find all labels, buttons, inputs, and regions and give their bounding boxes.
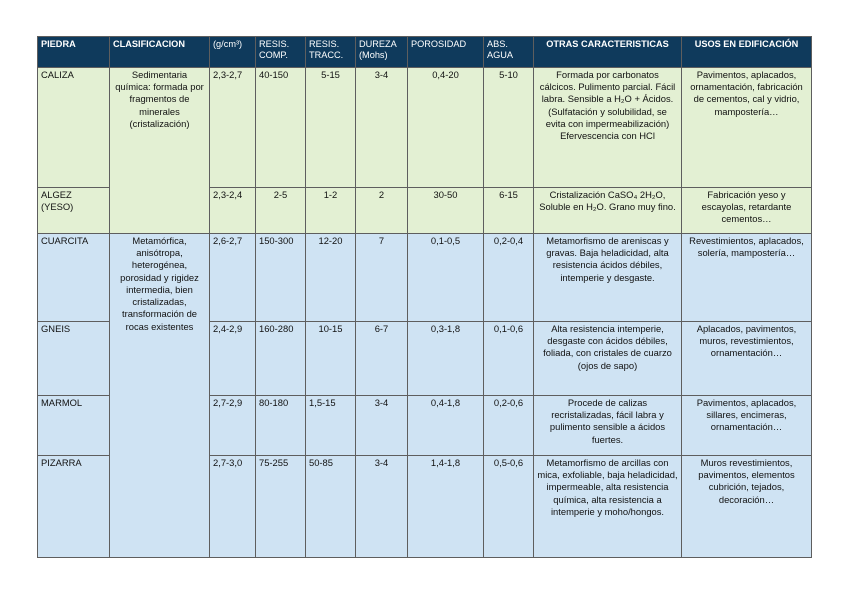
table-row-caliza [38, 68, 812, 188]
cell-stone: GNEIS [38, 322, 110, 396]
cell-comp: 150-300 [256, 234, 306, 322]
cell-absorption: 5-10 [484, 68, 534, 188]
cell-tracc: 50-85 [306, 456, 356, 558]
cell-stone: CUARCITA [38, 234, 110, 322]
header-otras: OTRAS CARACTERISTICAS [534, 37, 682, 68]
cell-porosity: 0,4-20 [408, 68, 484, 188]
cell-density: 2,3-2,4 [210, 188, 256, 234]
cell-comp: 160-280 [256, 322, 306, 396]
header-resis-tracc: RESIS. TRACC. [306, 37, 356, 68]
header-densidad: (g/cm³) [210, 37, 256, 68]
cell-density: 2,7-3,0 [210, 456, 256, 558]
cell-stone: PIZARRA [38, 456, 110, 558]
cell-density: 2,7-2,9 [210, 396, 256, 456]
cell-absorption: 6-15 [484, 188, 534, 234]
header-abs-agua: ABS. AGUA [484, 37, 534, 68]
cell-absorption: 0,2-0,6 [484, 396, 534, 456]
cell-comp: 80-180 [256, 396, 306, 456]
cell-stone: ALGEZ (YESO) [38, 188, 110, 234]
cell-tracc: 10-15 [306, 322, 356, 396]
cell-absorption: 0,2-0,4 [484, 234, 534, 322]
cell-uses: Revestimientos, aplacados, solería, mampostería… [682, 234, 812, 322]
cell-hardness: 7 [356, 234, 408, 322]
cell-tracc: 1-2 [306, 188, 356, 234]
cell-comp: 75-255 [256, 456, 306, 558]
header-clasificacion: CLASIFICACION [110, 37, 210, 68]
table-row-cuarcita [38, 234, 812, 322]
cell-classification-sedimentary: Sedimentaria química: formada por fragmentos de minerales (cristalización) [110, 68, 210, 234]
cell-classification-metamorphic: Metamórfica, anisótropa, heterogénea, porosidad y rigidez intermedia, bien cristalizadas, transformación de rocas existentes [110, 234, 210, 558]
header-piedra: PIEDRA [38, 37, 110, 68]
cell-porosity: 30-50 [408, 188, 484, 234]
cell-comp: 2-5 [256, 188, 306, 234]
cell-uses: Pavimentos, aplacados, ornamentación, fabricación de cementos, cal y vidrio, mampostería… [682, 68, 812, 188]
cell-hardness: 3-4 [356, 396, 408, 456]
header-resis-comp: RESIS. COMP. [256, 37, 306, 68]
cell-porosity: 0,4-1,8 [408, 396, 484, 456]
cell-hardness: 2 [356, 188, 408, 234]
cell-comp: 40-150 [256, 68, 306, 188]
cell-uses: Pavimentos, aplacados, sillares, encimeras, ornamentación… [682, 396, 812, 456]
cell-other: Procede de calizas recristalizadas, fácil labra y pulimento sensible a ácidos fuertes. [534, 396, 682, 456]
cell-other: Cristalización CaSO₄ 2H₂O, Soluble en H₂O. Grano muy fino. [534, 188, 682, 234]
cell-other: Metamorfismo de areniscas y gravas. Baja heladicidad, alta resistencia ácidos débiles, intemperie y desgaste. [534, 234, 682, 322]
header-porosidad: POROSIDAD [408, 37, 484, 68]
cell-other: Alta resistencia intemperie, desgaste con ácidos débiles, foliada, con cristales de cuarzo (ojos de sapo) [534, 322, 682, 396]
cell-other: Metamorfismo de arcillas con mica, exfoliable, baja heladicidad, impermeable, alta resistencia química, alta resistencia a intemperie y moho/hongos. [534, 456, 682, 558]
header-row [38, 37, 812, 68]
cell-porosity: 0,1-0,5 [408, 234, 484, 322]
cell-hardness: 6-7 [356, 322, 408, 396]
cell-uses: Fabricación yeso y escayolas, retardante cementos… [682, 188, 812, 234]
stone-properties-table [37, 36, 812, 558]
cell-stone: CALIZA [38, 68, 110, 188]
cell-porosity: 0,3-1,8 [408, 322, 484, 396]
cell-tracc: 12-20 [306, 234, 356, 322]
cell-tracc: 5-15 [306, 68, 356, 188]
cell-uses: Muros revestimientos, pavimentos, elementos cubrición, tejados, decoración… [682, 456, 812, 558]
cell-uses: Aplacados, pavimentos, muros, revestimientos, ornamentación… [682, 322, 812, 396]
cell-density: 2,6-2,7 [210, 234, 256, 322]
cell-hardness: 3-4 [356, 68, 408, 188]
cell-density: 2,3-2,7 [210, 68, 256, 188]
header-usos: USOS EN EDIFICACIÓN [682, 37, 812, 68]
cell-porosity: 1,4-1,8 [408, 456, 484, 558]
cell-absorption: 0,5-0,6 [484, 456, 534, 558]
cell-hardness: 3-4 [356, 456, 408, 558]
cell-tracc: 1,5-15 [306, 396, 356, 456]
cell-other: Formada por carbonatos cálcicos. Pulimento parcial. Fácil labra. Sensible a H₂O + Ácidos. (Sulfatación y solubilidad, se evita con impermeabilización) Efervescencia con HCl [534, 68, 682, 188]
header-dureza: DUREZA (Mohs) [356, 37, 408, 68]
cell-stone: MARMOL [38, 396, 110, 456]
cell-density: 2,4-2,9 [210, 322, 256, 396]
cell-absorption: 0,1-0,6 [484, 322, 534, 396]
